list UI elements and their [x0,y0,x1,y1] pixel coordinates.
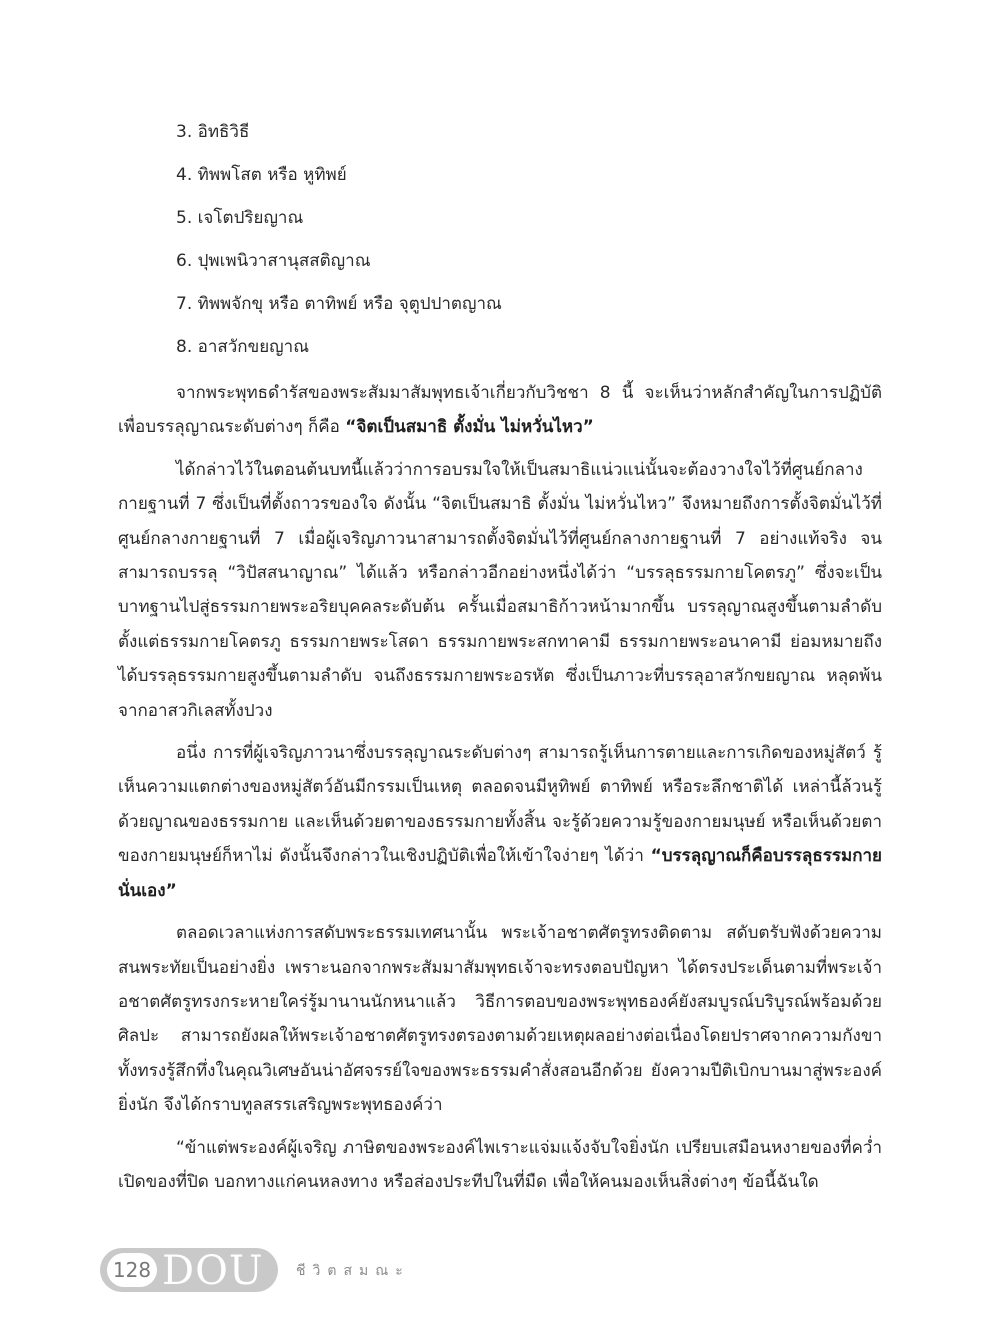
page-footer [100,1248,600,1292]
paragraph-3-text: อนึ่ง การที่ผู้เจริญภาวนาซึ่งบรรลุญาณระดับต่างๆ สามารถรู้เห็นการตายและการเกิดของหมู่สัตว์ รู้เห็นความแตกต่างของหมู่สัตว์อันมีกรรมเป็นเหตุ ตลอดจนมีหูทิพย์ ตาทิพย์ หรือระลึกชาติได้ เหล่านี้ล้วนรู้ด้วยญาณของธรรมกาย และเห็นด้วยตาของธรรมกายทั้งสิ้น จะรู้ด้วยความรู้ของกายมนุษย์ หรือเห็นด้วยตาของกายมนุษย์ก็หาไม่ ดังนั้นจึงกล่าวในเชิงปฏิบัติเพื่อให้เข้าใจง่ายๆ ได้ว่า [118,743,882,867]
list-item: 3. อิทธิวิธี [176,122,250,142]
paragraph-4: ตลอดเวลาแห่งการสดับพระธรรมเทศนานั้น พระเจ้าอชาตศัตรูทรงติดตาม สดับตรับฟังด้วยความสนพระทัยเป็นอย่างยิ่ง เพราะนอกจากพระสัมมาสัมพุทธเจ้าจะทรงตอบปัญหา ได้ตรงประเด็นตามที่พระเจ้าอชาตศัตรูทรงกระหายใคร่รู้มานานนักหนาแล้ว วิธีการตอบของพระพุทธองค์ยังสมบูรณ์บริบูรณ์พร้อมด้วยศิลปะ สามารถยังผลให้พระเจ้าอชาตศัตรูทรงตรองตามด้วยเหตุผลอย่างต่อเนื่องโดยปราศจากความกังขา ทั้งทรงรู้สึกทึ่งในคุณวิเศษอันน่าอัศจรรย์ใจของพระธรรมคำสั่งสอนอีกด้วย ยังความปีติเบิกบานมาสู่พระองค์ยิ่งนัก จึงได้กราบทูลสรรเสริญพระพุทธองค์ว่า [118,923,882,1116]
footer-badge [100,1248,278,1292]
paragraph-1-text: จากพระพุทธดำรัสของพระสัมมาสัมพุทธเจ้าเกี่ยวกับวิชชา 8 นี้ จะเห็นว่าหลักสำคัญในการปฏิบัติเพื่อบรรลุญาณระดับต่างๆ ก็คือ [118,383,882,438]
paragraph-1-emphasis: “จิตเป็นสมาธิ ตั้งมั่น ไม่หวั่นไหว” [345,417,594,438]
list-item: 7. ทิพพจักขุ หรือ ตาทิพย์ หรือ จุตูปปาตญาณ [176,294,502,314]
page-number: 128 [107,1253,157,1287]
list-item: 8. อาสวักขยญาณ [176,337,309,357]
paragraph-1 [118,376,882,445]
list-item: 4. ทิพพโสต หรือ หูทิพย์ [176,165,347,185]
paragraph-5: “ข้าแต่พระองค์ผู้เจริญ ภาษิตของพระองค์ไพเราะแจ่มแจ้งจับใจยิ่งนัก เปรียบเสมือนหงายของที่คว่ำ เปิดของที่ปิด บอกทางแก่คนหลงทาง หรือส่องประทีปในที่มืด เพื่อให้คนมองเห็นสิ่งต่างๆ ข้อนี้ฉันใด [118,1137,882,1192]
paragraph-2: ได้กล่าวไว้ในตอนต้นบทนี้แล้วว่าการอบรมใจให้เป็นสมาธิแน่วแน่นั้นจะต้องวางใจไว้ที่ศูนย์กลางกายฐานที่ 7 ซึ่งเป็นที่ตั้งถาวรของใจ ดังนั้น “จิตเป็นสมาธิ ตั้งมั่น ไม่หวั่นไหว” จึงหมายถึงการตั้งจิตมั่นไว้ที่ศูนย์กลางกายฐานที่ 7 เมื่อผู้เจริญภาวนาสามารถตั้งจิตมั่นไว้ที่ศูนย์กลางกายฐานที่ 7 อย่างแท้จริง จนสามารถบรรลุ “วิปัสสนาญาณ” ได้แล้ว หรือกล่าวอีกอย่างหนึ่งได้ว่า “บรรลุธรรมกายโคตรภู” ซึ่งจะเป็นบาทฐานไปสู่ธรรมกายพระอริยบุคคลระดับต้น ครั้นเมื่อสมาธิก้าวหน้ามากขึ้น บรรลุญาณสูงขึ้นตามลำดับ ตั้งแต่ธรรมกายโคตรภู ธรรมกายพระโสดา ธรรมกายพระสกทาคามี ธรรมกายพระอนาคามี ย่อมหมายถึงได้บรรลุธรรมกายสูงขึ้นตามลำดับ จนถึงธรรมกายพระอรหัต ซึ่งเป็นภาวะที่บรรลุอาสวักขยญาณ หลุดพ้นจากอาสวกิเลสทั้งปวง [118,459,882,721]
body-text [118,118,882,1207]
paragraph-3 [118,736,882,908]
list-item: 5. เจโตปริยญาณ [176,208,304,228]
brand-logo: DOU [162,1248,264,1294]
book-title: ชีวิตสมณะ [296,1263,410,1279]
list-item: 6. ปุพเพนิวาสานุสสติญาณ [176,251,371,271]
paragraph-3-emphasis: “บรรลุญาณก็คือบรรลุธรรมกายนั่นเอง” [118,846,882,901]
